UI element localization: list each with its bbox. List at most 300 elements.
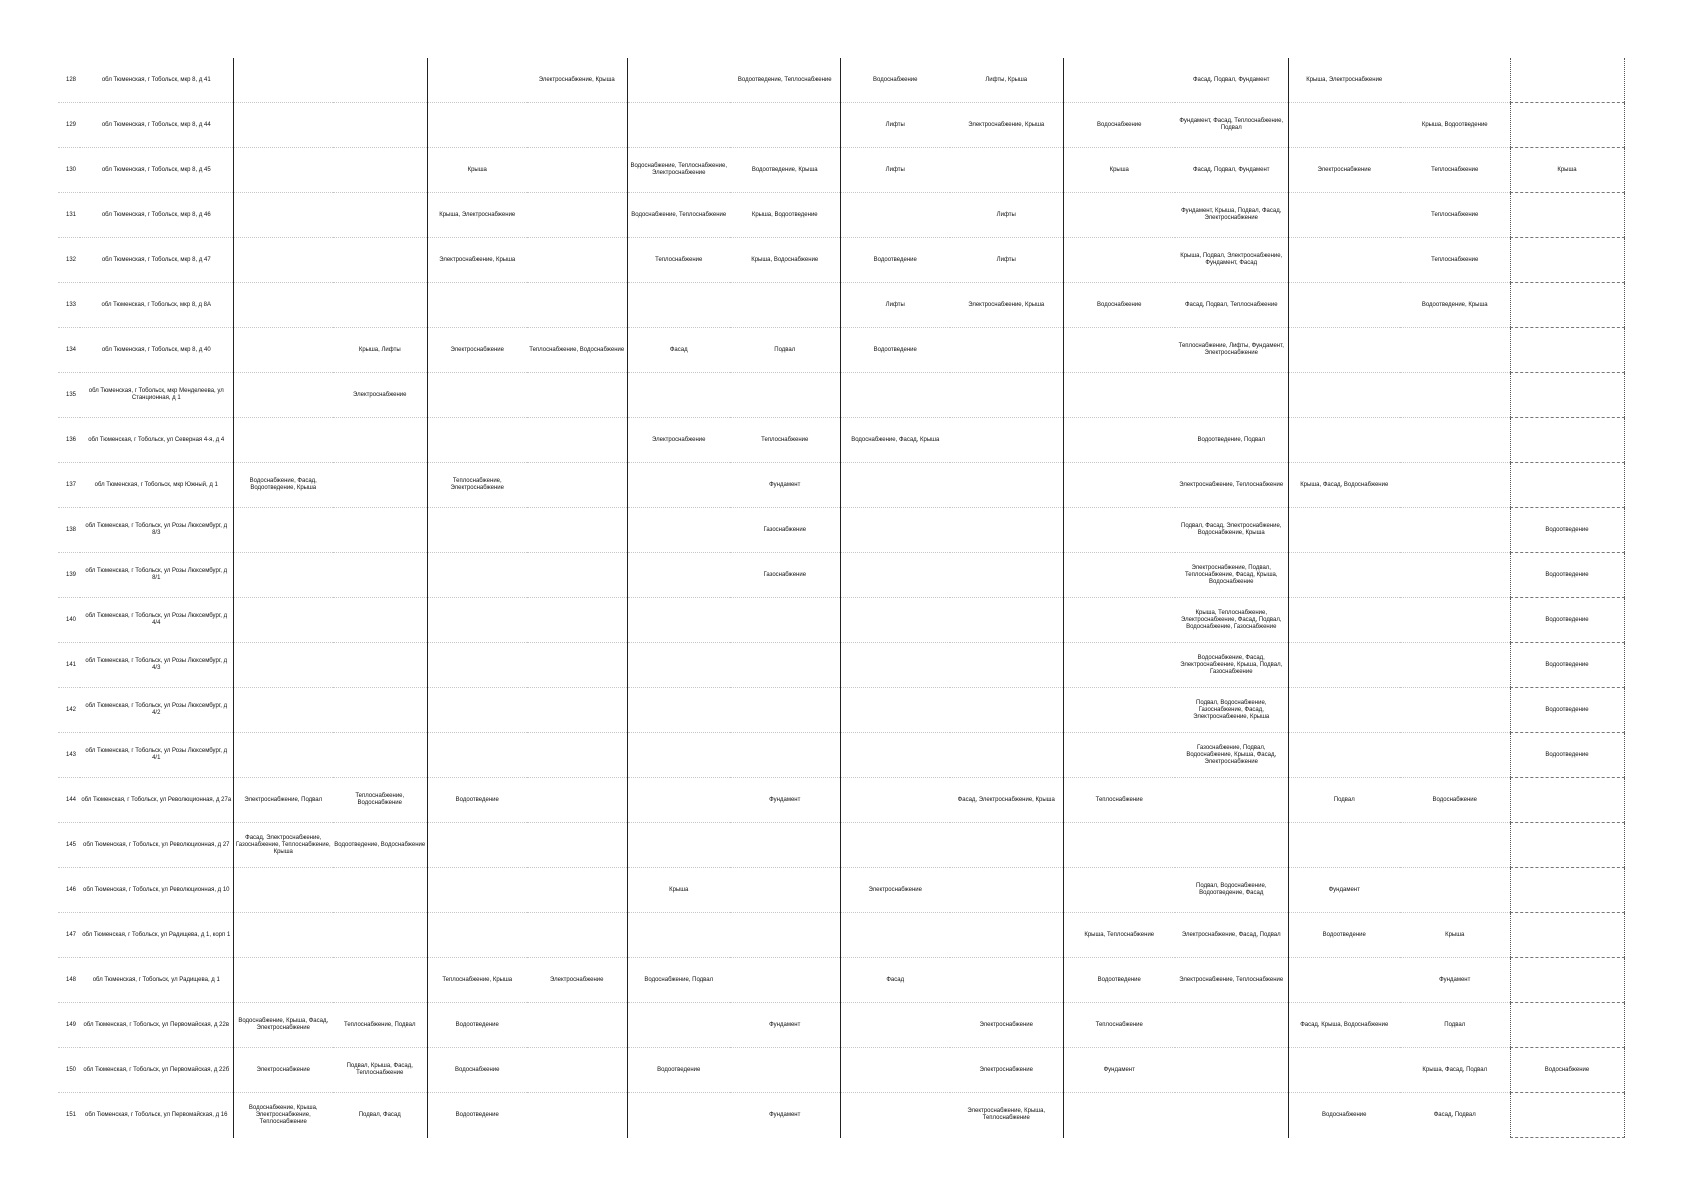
works-cell: Теплоснабжение, Водоснабжение [333, 778, 427, 823]
works-cell: Электроснабжение [840, 868, 950, 913]
works-cell [1175, 1093, 1288, 1138]
works-cell: Подвал [1400, 1003, 1510, 1048]
works-cell: Крыша [1063, 148, 1175, 193]
works-cell: Водоснабжение, Подвал [627, 958, 730, 1003]
works-cell: Водоотведение, Водоснабжение [333, 823, 427, 868]
works-cell [1510, 373, 1624, 418]
works-cell: Электроснабжение [627, 418, 730, 463]
table-row [58, 1003, 1624, 1048]
works-cell: Электроснабжение [333, 373, 427, 418]
address-cell: обл Тюменская, г Тобольск, мкр 8, д 47 [80, 238, 233, 283]
works-cell [233, 58, 333, 103]
address-cell: обл Тюменская, г Тобольск, ул Розы Люксембург, д 4/2 [80, 688, 233, 733]
works-cell: Газоснабжение [730, 508, 840, 553]
row-number: 147 [58, 913, 80, 958]
works-cell: Водоснабжение, Теплоснабжение [627, 193, 730, 238]
row-number: 146 [58, 868, 80, 913]
works-cell [1400, 553, 1510, 598]
row-number: 133 [58, 283, 80, 328]
works-cell: Фасад, Подвал, Фундамент [1192, 76, 1270, 83]
works-cell [333, 58, 427, 103]
works-cell [950, 373, 1063, 418]
works-cell [233, 238, 333, 283]
row-number: 148 [58, 958, 80, 1003]
works-cell [233, 643, 333, 688]
works-cell [1063, 868, 1175, 913]
works-cell [950, 913, 1063, 958]
works-cell [333, 958, 427, 1003]
works-cell [730, 598, 840, 643]
works-cell: Подвал [1288, 778, 1400, 823]
works-cell [950, 508, 1063, 553]
works-cell: Теплоснабжение, Крыша [427, 958, 527, 1003]
works-cell [233, 598, 333, 643]
works-cell [527, 1003, 627, 1048]
works-cell: Электроснабжение, Теплоснабжение [1175, 463, 1288, 508]
works-cell: Водоотведение [840, 328, 950, 373]
table-row [58, 688, 1624, 733]
works-cell [1510, 958, 1624, 1003]
works-cell [1063, 733, 1175, 778]
works-cell: Фундамент [730, 463, 840, 508]
works-cell: Фасад, Электроснабжение, Газоснабжение, Теплоснабжение, Крыша [233, 823, 333, 868]
table-row [58, 733, 1624, 778]
works-cell [1063, 238, 1175, 283]
works-cell [333, 103, 427, 148]
address-cell: обл Тюменская, г Тобольск, мкр 8, д 45 [80, 148, 233, 193]
works-cell [333, 418, 427, 463]
works-cell: Водоотведение, Подвал [1175, 418, 1288, 463]
table-row [58, 643, 1624, 688]
works-cell: Водоснабжение, Фасад, Крыша [840, 418, 950, 463]
row-number: 143 [58, 733, 80, 778]
works-cell [427, 508, 527, 553]
works-cell [527, 913, 627, 958]
works-cell [627, 373, 730, 418]
works-cell [1400, 58, 1510, 103]
works-cell: Электроснабжение [950, 1048, 1063, 1093]
works-cell: Водоснабжение [1400, 778, 1510, 823]
works-cell: Водоснабжение, Теплоснабжение, Электроснабжение [627, 148, 730, 193]
works-cell: Водоотведение [1510, 508, 1624, 553]
works-cell [627, 508, 730, 553]
works-cell [950, 598, 1063, 643]
works-cell: Газоснабжение [730, 553, 840, 598]
works-cell: Крыша, Водоснабжение [730, 238, 840, 283]
address-cell: обл Тюменская, г Тобольск, ул Революционная, д 27 [80, 823, 233, 868]
works-cell [840, 1093, 950, 1138]
row-number: 128 [66, 76, 77, 83]
works-cell [1510, 1003, 1624, 1048]
works-cell: Водоснабжение [427, 1048, 527, 1093]
address-cell: обл Тюменская, г Тобольск, ул Розы Люксембург, д 4/4 [80, 598, 233, 643]
works-cell [527, 553, 627, 598]
works-cell: Подвал, Фасад, Электроснабжение, Водоснабжение, Крыша [1175, 508, 1288, 553]
table-row [58, 148, 1624, 193]
works-cell [427, 553, 527, 598]
works-cell: Фундамент, Крыша, Подвал, Фасад, Электроснабжение [1175, 193, 1288, 238]
works-cell [1288, 418, 1400, 463]
works-cell [427, 913, 527, 958]
address-cell: обл Тюменская, г Тобольск, ул Розы Люксембург, д 4/1 [80, 733, 233, 778]
works-cell [1175, 823, 1288, 868]
works-cell [1288, 823, 1400, 868]
works-cell [950, 148, 1063, 193]
works-cell [1400, 418, 1510, 463]
works-cell [1400, 823, 1510, 868]
works-cell: Водоснабжение [1063, 103, 1175, 148]
works-cell [233, 328, 333, 373]
works-cell [730, 913, 840, 958]
works-cell [527, 238, 627, 283]
works-cell [627, 598, 730, 643]
works-cell [1400, 598, 1510, 643]
works-cell: Фасад [627, 328, 730, 373]
works-cell: Водоотведение, Крыша [1400, 283, 1510, 328]
address-cell: обл Тюменская, г Тобольск, ул Первомайская, д 22в [80, 1003, 233, 1048]
works-cell: Электроснабжение, Подвал [233, 778, 333, 823]
works-cell: Фасад, Подвал, Фундамент [1175, 148, 1288, 193]
works-cell [840, 553, 950, 598]
row-number: 138 [58, 508, 80, 553]
works-cell [730, 103, 840, 148]
works-cell: Электроснабжение, Крыша [950, 103, 1063, 148]
table-row [58, 958, 1624, 1003]
table-row [58, 778, 1624, 823]
table-row [58, 553, 1624, 598]
works-cell [1175, 1003, 1288, 1048]
works-cell [627, 643, 730, 688]
works-cell: Крыша, Лифты [333, 328, 427, 373]
works-cell [527, 778, 627, 823]
works-cell [333, 463, 427, 508]
works-cell [840, 598, 950, 643]
works-cell [1400, 688, 1510, 733]
address-cell: обл Тюменская, г Тобольск, мкр 8, д 40 [80, 328, 233, 373]
works-cell [840, 373, 950, 418]
works-cell [1288, 1048, 1400, 1093]
works-cell: Водоснабжение, Фасад, Электроснабжение, Крыша, Подвал, Газоснабжение [1175, 643, 1288, 688]
works-cell: Теплоснабжение [1400, 238, 1510, 283]
address-cell: обл Тюменская, г Тобольск, ул Первомайская, д 22б [80, 1048, 233, 1093]
works-cell [333, 508, 427, 553]
row-number: 145 [58, 823, 80, 868]
works-cell [730, 643, 840, 688]
works-cell [840, 688, 950, 733]
works-cell [427, 283, 527, 328]
works-cell [333, 733, 427, 778]
table-row [58, 463, 1624, 508]
works-cell: Теплоснабжение [730, 418, 840, 463]
works-cell [1510, 58, 1624, 103]
address-cell: обл Тюменская, г Тобольск, ул Северная 4-я, д 4 [80, 418, 233, 463]
works-cell [840, 193, 950, 238]
works-cell: Водоотведение [1288, 913, 1400, 958]
works-cell [950, 733, 1063, 778]
works-cell [1400, 868, 1510, 913]
works-cell [1288, 688, 1400, 733]
works-cell [527, 688, 627, 733]
works-cell: Крыша, Водоотведение [730, 193, 840, 238]
works-cell [730, 1048, 840, 1093]
works-cell: Водоотведение [427, 1093, 527, 1138]
table-row [58, 598, 1624, 643]
works-cell: Фасад [840, 958, 950, 1003]
works-cell: Водоотведение [1510, 733, 1624, 778]
row-number: 151 [58, 1093, 80, 1138]
works-cell [1175, 373, 1288, 418]
works-cell: Крыша, Фасад, Водоснабжение [1288, 463, 1400, 508]
works-cell: Водоотведение [1510, 553, 1624, 598]
works-cell: Крыша [1400, 913, 1510, 958]
works-cell [233, 868, 333, 913]
works-cell [627, 778, 730, 823]
works-cell: Подвал [730, 328, 840, 373]
works-cell: Лифты [840, 148, 950, 193]
works-cell: Водоснабжение [1063, 283, 1175, 328]
works-cell [950, 958, 1063, 1003]
row-number: 144 [58, 778, 80, 823]
works-cell [1063, 1093, 1175, 1138]
works-cell [1510, 868, 1624, 913]
works-cell [840, 733, 950, 778]
works-cell: Электроснабжение [527, 958, 627, 1003]
row-number: 149 [58, 1003, 80, 1048]
works-cell [527, 103, 627, 148]
works-cell: Крыша [627, 868, 730, 913]
address-cell: обл Тюменская, г Тобольск, мкр 8, д 41 [101, 76, 211, 83]
works-cell [950, 823, 1063, 868]
works-cell: Водоснабжение [1510, 1048, 1624, 1093]
works-schedule-table [58, 58, 1625, 1138]
works-cell: Крыша [427, 148, 527, 193]
works-cell [333, 148, 427, 193]
works-cell [527, 1093, 627, 1138]
works-cell [1510, 1093, 1624, 1138]
works-cell [1288, 238, 1400, 283]
row-number: 142 [58, 688, 80, 733]
works-cell: Электроснабжение, Фасад, Подвал [1175, 913, 1288, 958]
works-cell [333, 238, 427, 283]
works-cell [840, 508, 950, 553]
works-cell [527, 598, 627, 643]
works-cell [840, 823, 950, 868]
works-cell [233, 958, 333, 1003]
works-cell [333, 643, 427, 688]
row-number: 134 [58, 328, 80, 373]
works-cell: Электроснабжение, Теплоснабжение [1175, 958, 1288, 1003]
works-cell: Теплоснабжение [1063, 1003, 1175, 1048]
works-cell [333, 688, 427, 733]
table-row [58, 1093, 1624, 1138]
works-cell [427, 418, 527, 463]
works-cell [1063, 328, 1175, 373]
works-cell [333, 193, 427, 238]
works-cell [840, 778, 950, 823]
works-cell: Подвал, Крыша, Фасад, Теплоснабжение [333, 1048, 427, 1093]
works-cell [233, 688, 333, 733]
works-cell: Водоотведение [1063, 958, 1175, 1003]
works-cell: Водоотведение, Теплоснабжение [737, 76, 832, 83]
works-cell [627, 823, 730, 868]
works-cell [1063, 688, 1175, 733]
works-cell [627, 913, 730, 958]
works-cell [1063, 823, 1175, 868]
table-row [58, 373, 1624, 418]
works-cell [1175, 778, 1288, 823]
table-row [58, 238, 1624, 283]
works-cell [427, 688, 527, 733]
works-cell [1288, 508, 1400, 553]
works-cell [1510, 328, 1624, 373]
works-cell [233, 508, 333, 553]
works-cell [1288, 643, 1400, 688]
works-cell [233, 283, 333, 328]
works-cell [627, 463, 730, 508]
works-cell [233, 103, 333, 148]
works-cell: Крыша, Электроснабжение [427, 193, 527, 238]
works-cell: Крыша, Электроснабжение [1288, 58, 1400, 103]
works-cell [627, 103, 730, 148]
works-cell [950, 418, 1063, 463]
works-cell [1288, 733, 1400, 778]
works-cell [527, 1048, 627, 1093]
works-cell [1510, 778, 1624, 823]
works-cell [427, 733, 527, 778]
works-cell: Теплоснабжение [1400, 193, 1510, 238]
works-cell: Фасад, Подвал [1400, 1093, 1510, 1138]
works-cell: Лифты, Крыша [985, 76, 1028, 83]
works-cell [950, 643, 1063, 688]
works-cell: Крыша, Водоотведение [1400, 103, 1510, 148]
works-cell [1400, 373, 1510, 418]
works-cell [1510, 193, 1624, 238]
works-cell [627, 733, 730, 778]
works-cell [1063, 193, 1175, 238]
works-cell: Электроснабжение [233, 1048, 333, 1093]
works-cell: Водоснабжение, Фасад, Водоотведение, Крыша [233, 463, 333, 508]
address-cell: обл Тюменская, г Тобольск, мкр 8, д 46 [80, 193, 233, 238]
works-cell [730, 823, 840, 868]
works-cell [233, 733, 333, 778]
works-cell [1288, 328, 1400, 373]
works-cell: Подвал, Фасад [333, 1093, 427, 1138]
works-cell: Подвал, Водоснабжение, Водоотведение, Фасад [1175, 868, 1288, 913]
works-cell: Фундамент, Фасад, Теплоснабжение, Подвал [1175, 103, 1288, 148]
address-cell: обл Тюменская, г Тобольск, ул Розы Люксембург, д 8/1 [80, 553, 233, 598]
works-cell: Электроснабжение [1288, 148, 1400, 193]
works-cell [1510, 103, 1624, 148]
works-cell [1400, 508, 1510, 553]
works-cell: Электроснабжение [950, 1003, 1063, 1048]
works-cell [950, 553, 1063, 598]
works-cell [840, 913, 950, 958]
address-cell: обл Тюменская, г Тобольск, ул Радищева, д 1 [80, 958, 233, 1003]
works-cell: Теплоснабжение, Лифты, Фундамент, Электроснабжение [1175, 328, 1288, 373]
works-cell: Фасад, Крыша, Водоснабжение [1288, 1003, 1400, 1048]
works-cell: Водоотведение [1510, 688, 1624, 733]
row-number: 139 [58, 553, 80, 598]
row-number: 136 [58, 418, 80, 463]
works-cell: Крыша, Теплоснабжение [1063, 913, 1175, 958]
works-cell: Крыша, Фасад, Подвал [1400, 1048, 1510, 1093]
table-row [58, 193, 1624, 238]
row-number: 137 [58, 463, 80, 508]
works-cell [627, 58, 730, 103]
works-cell [527, 373, 627, 418]
works-cell [527, 283, 627, 328]
works-cell [1400, 463, 1510, 508]
works-cell: Электроснабжение, Крыша [950, 283, 1063, 328]
table-row [58, 418, 1624, 463]
works-cell [527, 643, 627, 688]
address-cell: обл Тюменская, г Тобольск, мкр 8, д 44 [80, 103, 233, 148]
works-cell [333, 913, 427, 958]
works-cell [1063, 553, 1175, 598]
works-cell [1288, 193, 1400, 238]
works-cell: Лифты [840, 283, 950, 328]
works-cell [427, 373, 527, 418]
works-cell: Лифты [840, 103, 950, 148]
works-cell: Водоснабжение, Крыша, Фасад, Электроснабжение [233, 1003, 333, 1048]
works-cell [1510, 283, 1624, 328]
address-cell: обл Тюменская, г Тобольск, ул Первомайская, д 16 [80, 1093, 233, 1138]
works-cell: Фасад, Подвал, Теплоснабжение [1175, 283, 1288, 328]
works-cell: Водоотведение [627, 1048, 730, 1093]
works-cell [1400, 328, 1510, 373]
works-cell [1510, 823, 1624, 868]
works-cell [333, 868, 427, 913]
table-row [58, 58, 1624, 103]
works-cell [840, 463, 950, 508]
works-cell: Крыша, Подвал, Электроснабжение, Фундамент, Фасад [1175, 238, 1288, 283]
works-cell: Теплоснабжение, Электроснабжение [427, 463, 527, 508]
works-cell [527, 193, 627, 238]
works-cell: Электроснабжение, Подвал, Теплоснабжение, Фасад, Крыша, Водоснабжение [1175, 553, 1288, 598]
table-row [58, 823, 1624, 868]
works-cell [1288, 103, 1400, 148]
works-cell: Водоснабжение, Крыша, Электроснабжение, Теплоснабжение [233, 1093, 333, 1138]
works-cell [840, 1048, 950, 1093]
works-cell [1510, 418, 1624, 463]
works-cell [1063, 508, 1175, 553]
works-cell [527, 418, 627, 463]
works-cell: Водоснабжение [840, 58, 950, 103]
works-cell [1063, 643, 1175, 688]
works-cell [730, 688, 840, 733]
table-row [58, 283, 1624, 328]
works-cell: Лифты [950, 193, 1063, 238]
works-cell [627, 1093, 730, 1138]
works-cell [233, 553, 333, 598]
row-number: 135 [58, 373, 80, 418]
works-cell [333, 553, 427, 598]
works-cell [1288, 283, 1400, 328]
works-cell: Водоотведение [1510, 598, 1624, 643]
works-cell [1288, 373, 1400, 418]
works-cell [840, 643, 950, 688]
works-cell [730, 373, 840, 418]
works-cell [233, 418, 333, 463]
works-cell [427, 643, 527, 688]
works-cell [527, 463, 627, 508]
works-cell [1288, 598, 1400, 643]
works-cell: Электроснабжение, Крыша [427, 238, 527, 283]
works-cell [1063, 598, 1175, 643]
works-cell: Водоотведение [427, 778, 527, 823]
works-cell: Фундамент [730, 1003, 840, 1048]
works-cell [527, 148, 627, 193]
